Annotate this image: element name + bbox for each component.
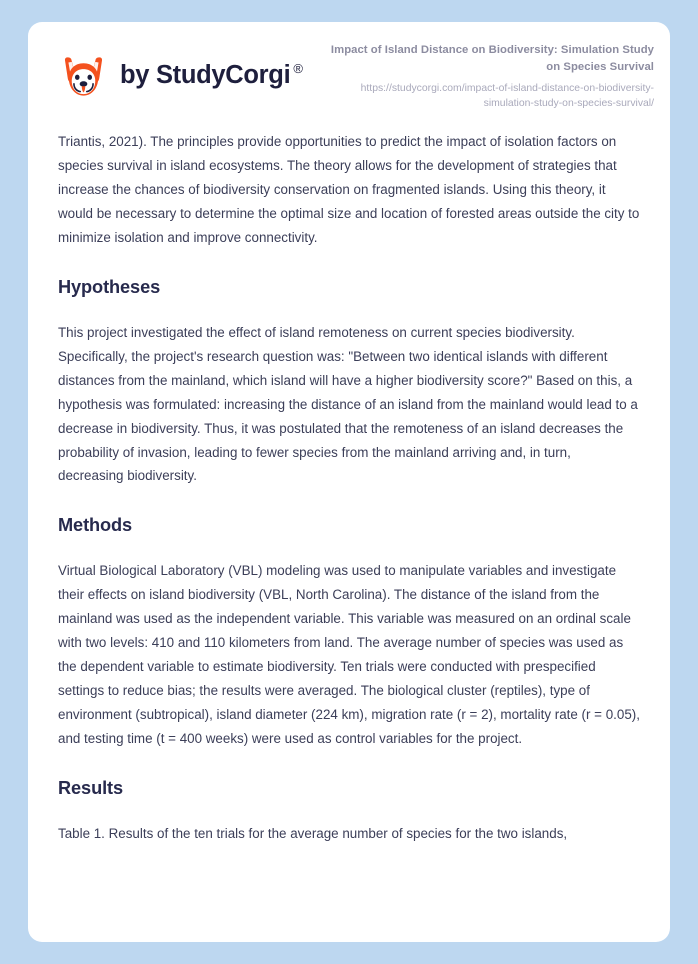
section-results bbox=[58, 777, 640, 846]
section-heading-results: Results bbox=[58, 778, 123, 798]
document-body bbox=[28, 130, 670, 846]
document-source-url[interactable]: https://studycorgi.com/impact-of-island-distance-on-biodiversity-simulation-study-on-species-survival/ bbox=[360, 83, 654, 109]
intro-paragraph: Triantis, 2021). The principles provide opportunities to predict the impact of isolation factors on species survival in island ecosystems. The theory allows for the development of strategies that increase the chances of biodiversity conservation on fragmented islands. Using this theory, it would be necessary to determine the optimal size and location of forested areas outside the city to minimize isolation and improve connectivity. bbox=[58, 134, 640, 245]
brand-logo bbox=[58, 53, 303, 100]
section-paragraph-methods: Virtual Biological Laboratory (VBL) modeling was used to manipulate variables and investigate their effects on island biodiversity (VBL, North Carolina). The distance of the island from the mainland was used as the independent variable. This variable was measured on an ordinal scale with two levels: 410 and 110 kilometers from land. The average number of species was used as the dependent variable to estimate biodiversity. Ten trials were conducted with prespecified settings to reduce bias; the results were averaged. The biological cluster (reptiles), type of environment (subtropical), island diameter (224 km), migration rate (r = 2), mortality rate (r = 0.05), and testing time (t = 400 weeks) were used as control variables for the project. bbox=[58, 563, 640, 747]
section-paragraph-results: Table 1. Results of the ten trials for the average number of species for the two islands, bbox=[58, 825, 568, 841]
section-heading-methods: Methods bbox=[58, 515, 133, 536]
brand-wordmark bbox=[120, 63, 303, 89]
section-paragraph-hypotheses: This project investigated the effect of island remoteness on current species biodiversity. Specifically, the project's research question was: "Between two identical islands with different distances from the mainland, which island will have a higher biodiversity score?" Based on this, a hypothesis was formulated: increasing the distance of an island from the mainland would lead to a decrease in biodiversity. Thus, it was postulated that the remoteness of an island decreases the probability of invasion, leading to fewer species from the mainland arriving and, in turn, decreasing biodiversity. bbox=[58, 324, 638, 484]
registered-trademark-icon: ® bbox=[293, 61, 303, 77]
document-title: Impact of Island Distance on Biodiversity: Simulation Study on Species Survival bbox=[330, 44, 654, 73]
section-heading-hypotheses: Hypotheses bbox=[58, 276, 161, 297]
document-page-card bbox=[28, 22, 670, 942]
document-header bbox=[28, 22, 670, 130]
section-hypotheses bbox=[58, 276, 640, 489]
section-methods bbox=[58, 514, 640, 751]
brand-wordmark-text: by StudyCorgi bbox=[120, 61, 291, 90]
header-meta bbox=[324, 40, 654, 111]
corgi-head-icon bbox=[60, 53, 107, 100]
